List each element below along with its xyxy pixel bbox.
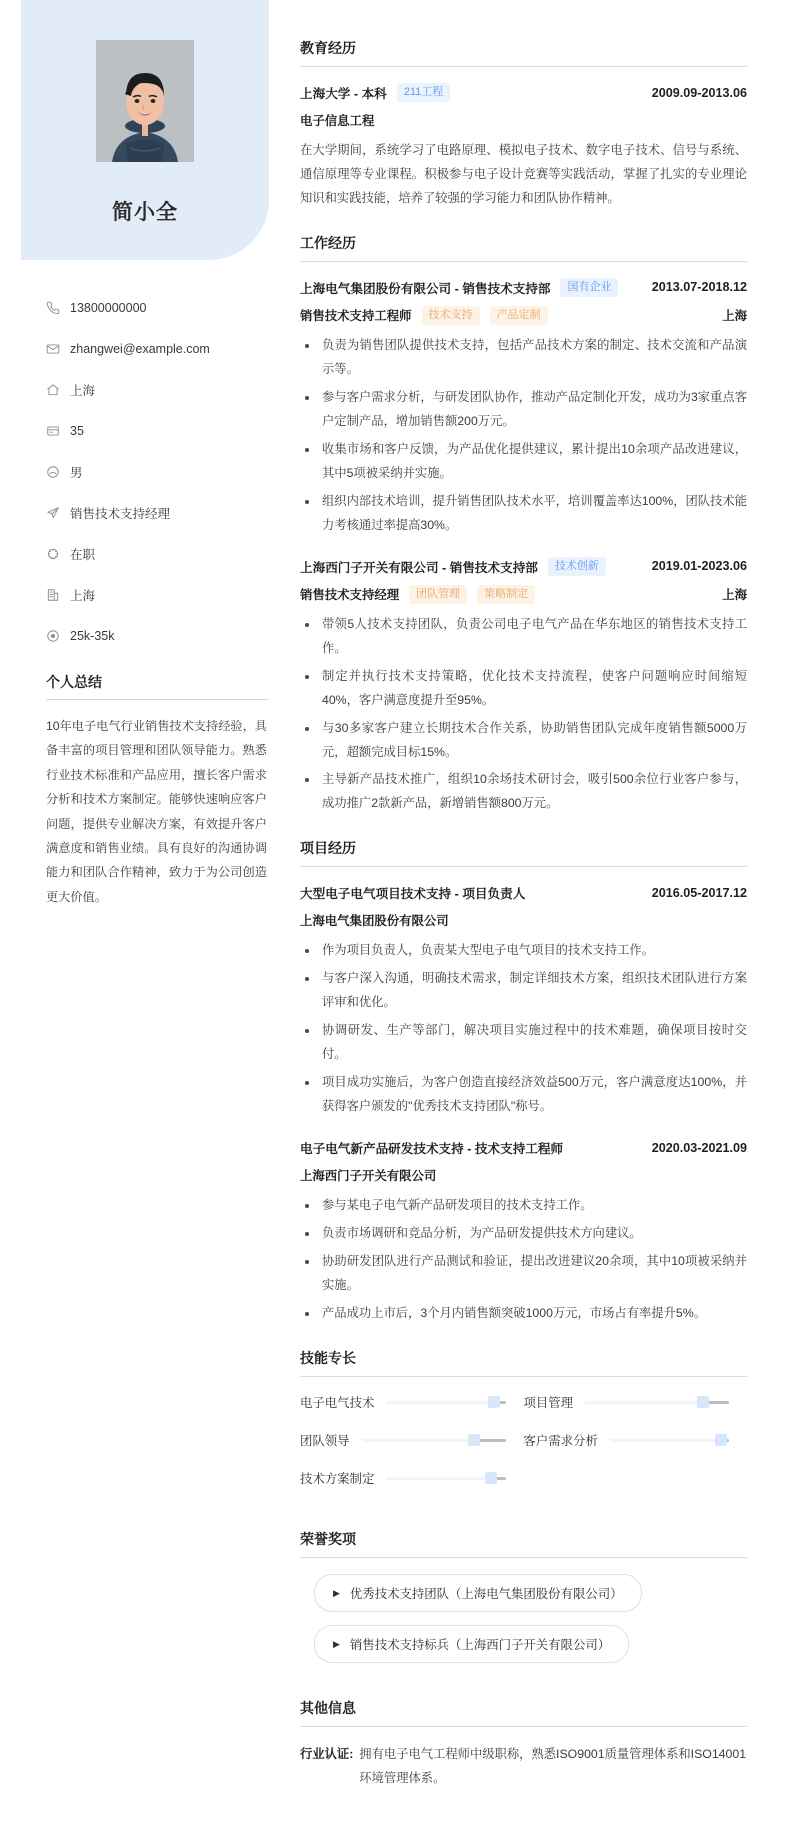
education-entry-header <box>300 83 747 102</box>
list-item: 产品成功上市后，3个月内销售额突破1000万元，市场占有率提升5%。 <box>300 1302 747 1326</box>
work-entry <box>300 557 747 817</box>
work-company-tag: 技术创新 <box>548 557 606 576</box>
project-bullets <box>300 1194 747 1326</box>
contact-age-value: 35 <box>70 424 84 438</box>
contact-phone-value: 13800000000 <box>70 301 147 315</box>
contact-salary <box>46 622 290 650</box>
building-icon <box>46 588 66 602</box>
skill-slider-fill <box>362 1439 474 1442</box>
work-location: 上海 <box>722 309 747 324</box>
work-date: 2019.01-2023.06 <box>651 559 747 574</box>
skill-label: 技术方案制定 <box>300 1472 375 1487</box>
work-role: 销售技术支持工程师 <box>300 309 412 324</box>
awards-title: 荣誉奖项 <box>300 1529 747 1558</box>
other-info-title: 其他信息 <box>300 1698 747 1727</box>
other-info-row <box>300 1743 747 1791</box>
mail-icon <box>46 342 66 356</box>
other-info-value: 拥有电子电气工程师中级职称，熟悉ISO9001质量管理体系和ISO14001环境管理体系。 <box>359 1747 747 1785</box>
work-company: 上海西门子开关有限公司 - 销售技术支持部 <box>300 560 538 575</box>
list-item: 收集市场和客户反馈，为产品优化提供建议，累计提出10余项产品改进建议，其中5项被采纳并实施。 <box>300 438 747 486</box>
profile-header <box>21 0 269 260</box>
skill-item <box>524 1393 748 1411</box>
skills-section <box>300 1348 747 1507</box>
summary-text: 10年电子电气行业销售技术支持经验，具备丰富的项目管理和团队领导能力。熟悉行业技术标准和产品应用，擅长客户需求分析和技术方案制定。能够快速响应客户问题，提供专业解决方案，有效提升客户满意度和销售业绩。具有良好的沟通协调能力和团队合作精神，致力于为公司创造更大价值。 <box>46 719 267 904</box>
work-location: 上海 <box>722 588 747 603</box>
skill-label: 项目管理 <box>523 1396 574 1411</box>
list-item: 制定并执行技术支持策略，优化技术支持流程，使客户问题响应时间缩短40%，客户满意度提升至95%。 <box>300 665 747 713</box>
skill-slider[interactable] <box>386 1401 505 1404</box>
skill-item <box>524 1431 748 1449</box>
award-label: 销售技术支持标兵（上海西门子开关有限公司） <box>349 1638 611 1653</box>
list-item: 项目成功实施后，为客户创造直接经济效益500万元，客户满意度达100%，并获得客户颁发的"优秀技术支持团队"称号。 <box>300 1071 747 1119</box>
project-bullets <box>300 939 747 1119</box>
work-role-tag: 策略制定 <box>477 585 535 604</box>
education-tag: 211工程 <box>397 83 451 102</box>
skill-slider-fill <box>610 1439 721 1442</box>
salary-icon <box>46 629 66 643</box>
contact-email <box>46 335 290 363</box>
award-item[interactable] <box>314 1574 642 1612</box>
work-entry-header <box>300 557 747 576</box>
skill-slider-knob[interactable] <box>488 1396 500 1408</box>
contact-email-value: zhangwei@example.com <box>70 342 210 356</box>
contact-status-value: 在职 <box>70 548 96 562</box>
phone-icon <box>46 301 66 315</box>
project-entry-header <box>300 1138 747 1157</box>
contact-gender <box>46 458 290 486</box>
summary-section <box>46 672 269 909</box>
work-date: 2013.07-2018.12 <box>651 280 747 295</box>
skill-slider-fill <box>585 1401 703 1404</box>
id-card-icon <box>46 424 66 438</box>
list-item: 协助研发团队进行产品测试和验证，提出改进建议20余项，其中10项被采纳并实施。 <box>300 1250 747 1298</box>
education-section <box>300 38 747 211</box>
contact-position-value: 销售技术支持经理 <box>70 507 171 521</box>
skills-grid <box>300 1393 747 1507</box>
skill-slider[interactable] <box>610 1439 729 1442</box>
projects-section <box>300 838 747 1326</box>
person-name: 简小全 <box>112 201 178 224</box>
list-item: 参与客户需求分析，与研发团队协作，推动产品定制化开发，成功为3家重点客户定制产品，增加销售额200万元。 <box>300 386 747 434</box>
skill-slider-knob[interactable] <box>468 1434 480 1446</box>
skill-label: 团队领导 <box>300 1434 350 1449</box>
skills-title: 技能专长 <box>300 1348 747 1377</box>
project-date: 2020.03-2021.09 <box>651 1140 747 1155</box>
work-role-tag: 技术支持 <box>422 306 480 325</box>
awards-section <box>300 1529 747 1676</box>
caret-right-icon: ▶ <box>333 1587 340 1598</box>
education-major: 电子信息工程 <box>300 114 375 128</box>
other-info-key: 行业认证: <box>300 1747 354 1762</box>
project-entry-header <box>300 883 747 902</box>
award-item[interactable] <box>314 1625 629 1663</box>
skill-slider-fill <box>386 1477 491 1480</box>
skill-label: 客户需求分析 <box>523 1434 598 1449</box>
avatar <box>96 40 194 162</box>
work-company: 上海电气集团股份有限公司 - 销售技术支持部 <box>300 281 551 296</box>
list-item: 负责市场调研和竞品分析，为产品研发提供技术方向建议。 <box>300 1222 747 1246</box>
work-role: 销售技术支持经理 <box>300 588 400 603</box>
skill-slider-knob[interactable] <box>485 1472 497 1484</box>
projects-title: 项目经历 <box>300 838 747 867</box>
education-title: 教育经历 <box>300 38 747 67</box>
skill-slider[interactable] <box>362 1439 506 1442</box>
work-title: 工作经历 <box>300 233 747 262</box>
awards-list <box>314 1574 747 1676</box>
project-name: 大型电子电气项目技术支持 - 项目负责人 <box>300 887 526 902</box>
project-org: 上海西门子开关有限公司 <box>300 1169 437 1184</box>
contact-status <box>46 540 290 568</box>
list-item: 与30多家客户建立长期技术合作关系，协助销售团队完成年度销售额5000万元，超额完成目标15%。 <box>300 717 747 765</box>
other-info-section <box>300 1698 747 1791</box>
work-role-tag: 团队管理 <box>409 585 467 604</box>
contact-age <box>46 417 290 445</box>
work-role-row <box>300 306 747 325</box>
skill-label: 电子电气技术 <box>300 1396 375 1411</box>
home-icon <box>46 383 66 397</box>
contact-salary-value: 25k-35k <box>70 629 115 643</box>
paper-plane-icon <box>46 506 66 520</box>
skill-item <box>300 1431 524 1449</box>
work-role-tag: 产品定制 <box>490 306 548 325</box>
contact-city-value: 上海 <box>70 384 96 398</box>
education-date: 2009.09-2013.06 <box>651 85 747 100</box>
list-item: 与客户深入沟通，明确技术需求，制定详细技术方案，组织技术团队进行方案评审和优化。 <box>300 967 747 1015</box>
contact-position <box>46 499 290 527</box>
project-entry <box>300 1138 747 1326</box>
skill-slider-knob[interactable] <box>715 1434 727 1446</box>
contact-work-city <box>46 581 290 609</box>
skill-item <box>300 1393 524 1411</box>
contact-phone <box>46 294 290 322</box>
contact-gender-value: 男 <box>70 466 83 480</box>
skill-slider-fill <box>386 1401 493 1404</box>
contact-city <box>46 376 290 404</box>
education-desc: 在大学期间，系统学习了电路原理、模拟电子技术、数字电子技术、信号与系统、通信原理等专业课程。积极参与电子设计竞赛等实践活动，掌握了扎实的专业理论知识和实践技能，培养了较强的学习能力和团队协作精神。 <box>300 143 747 205</box>
project-org: 上海电气集团股份有限公司 <box>300 914 449 929</box>
sidebar <box>0 0 290 939</box>
skill-slider[interactable] <box>386 1477 505 1480</box>
education-entry <box>300 83 747 211</box>
skill-item <box>300 1469 524 1487</box>
contact-list <box>46 294 290 650</box>
skill-slider[interactable] <box>585 1401 729 1404</box>
award-label: 优秀技术支持团队（上海电气集团股份有限公司） <box>349 1587 623 1602</box>
summary-title: 个人总结 <box>46 672 269 700</box>
project-entry <box>300 883 747 1119</box>
list-item: 作为项目负责人，负责某大型电子电气项目的技术支持工作。 <box>300 939 747 963</box>
list-item: 负责为销售团队提供技术支持，包括产品技术方案的制定、技术交流和产品演示等。 <box>300 334 747 382</box>
list-item: 参与某电子电气新产品研发项目的技术支持工作。 <box>300 1194 747 1218</box>
work-entry <box>300 278 747 538</box>
caret-right-icon: ▶ <box>333 1638 340 1649</box>
gender-icon <box>46 465 66 479</box>
work-company-tag: 国有企业 <box>560 278 618 297</box>
work-bullets <box>300 613 747 817</box>
project-date: 2016.05-2017.12 <box>651 885 747 900</box>
main-content <box>290 0 794 1843</box>
work-section <box>300 233 747 817</box>
list-item: 协调研发、生产等部门，解决项目实施过程中的技术难题，确保项目按时交付。 <box>300 1019 747 1067</box>
list-item: 带领5人技术支持团队，负责公司电子电气产品在华东地区的销售技术支持工作。 <box>300 613 747 661</box>
contact-work-city-value: 上海 <box>70 589 96 603</box>
work-entry-header <box>300 278 747 297</box>
work-bullets <box>300 334 747 538</box>
list-item: 主导新产品技术推广，组织10余场技术研讨会，吸引500余位行业客户参与，成功推广2款新产品，新增销售额800万元。 <box>300 768 747 816</box>
list-item: 组织内部技术培训，提升销售团队技术水平，培训覆盖率达100%，团队技术能力考核通过率提高30%。 <box>300 490 747 538</box>
education-school: 上海大学 - 本科 <box>300 87 387 101</box>
work-role-row <box>300 585 747 604</box>
skill-slider-knob[interactable] <box>697 1396 709 1408</box>
project-name: 电子电气新产品研发技术支持 - 技术支持工程师 <box>300 1142 564 1157</box>
portrait-photo-icon <box>96 40 194 162</box>
status-icon <box>46 547 66 561</box>
